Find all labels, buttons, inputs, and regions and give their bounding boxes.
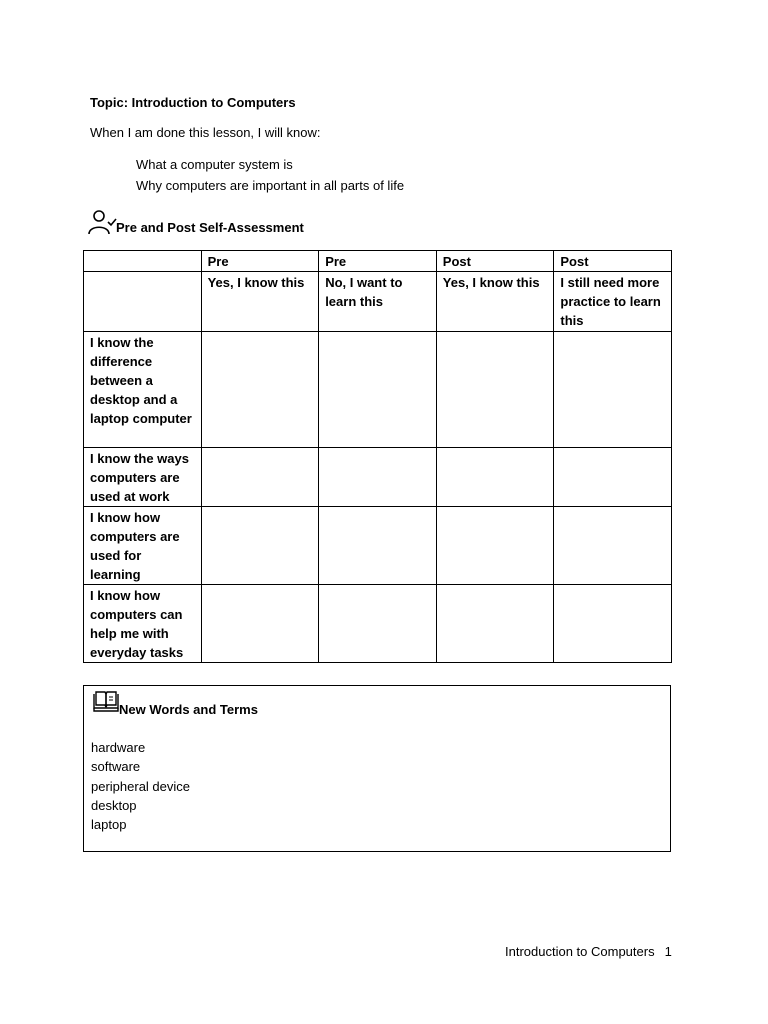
terms-heading: New Words and Terms [119,702,258,717]
list-item: laptop [91,817,127,833]
table-header-cell: Yes, I know this [201,272,319,332]
list-item: software [91,759,141,775]
list-item: hardware [91,740,146,755]
terms-list [91,738,190,834]
table-header-cell: Post [436,251,554,272]
statement-cell: I know the ways computers are used at work [84,448,202,507]
terms-box [83,685,671,852]
table-header-row [84,251,672,272]
response-cell[interactable] [554,448,672,507]
response-cell[interactable] [554,507,672,585]
table-header-cell [84,251,202,272]
objective-item: What a computer system is [136,157,293,172]
self-assessment-table [83,250,672,663]
table-row [84,332,672,448]
response-cell[interactable] [436,585,554,663]
response-cell[interactable] [201,585,319,663]
response-cell[interactable] [554,585,672,663]
book-icon [92,691,120,713]
page-footer [505,944,672,959]
response-cell[interactable] [319,332,437,448]
response-cell[interactable] [436,448,554,507]
statement-cell: I know how computers can help me with everyday tasks [84,585,202,663]
table-row [84,448,672,507]
list-item: desktop [91,797,137,813]
page-title: Topic: Introduction to Computers [90,95,296,110]
response-cell[interactable] [201,507,319,585]
response-cell[interactable] [554,332,672,448]
self-assessment-heading: Pre and Post Self-Assessment [116,220,304,235]
response-cell[interactable] [319,448,437,507]
statement-cell: I know how computers are used for learning [84,507,202,585]
table-header-cell: Pre [201,251,319,272]
objective-item: Why computers are important in all parts of life [136,178,405,193]
page-number: 1 [664,944,672,959]
table-header-cell: Post [554,251,672,272]
response-cell[interactable] [319,585,437,663]
statement-cell: I know the difference between a desktop and a laptop computer [84,332,202,448]
response-cell[interactable] [319,507,437,585]
person-check-icon [88,209,118,235]
intro-text: When I am done this lesson, I will know: [90,125,321,140]
table-header-cell: No, I want to learn this [319,272,437,332]
table-header-row [84,272,672,332]
table-header-cell [84,272,202,332]
footer-title: Introduction to Computers [505,944,655,959]
response-cell[interactable] [201,448,319,507]
list-item: peripheral device [91,778,191,794]
table-header-cell: Yes, I know this [436,272,554,332]
response-cell[interactable] [201,332,319,448]
response-cell[interactable] [436,332,554,448]
table-row [84,585,672,663]
table-header-cell: Pre [319,251,437,272]
response-cell[interactable] [436,507,554,585]
table-row [84,507,672,585]
table-header-cell: I still need more practice to learn this [554,272,672,332]
